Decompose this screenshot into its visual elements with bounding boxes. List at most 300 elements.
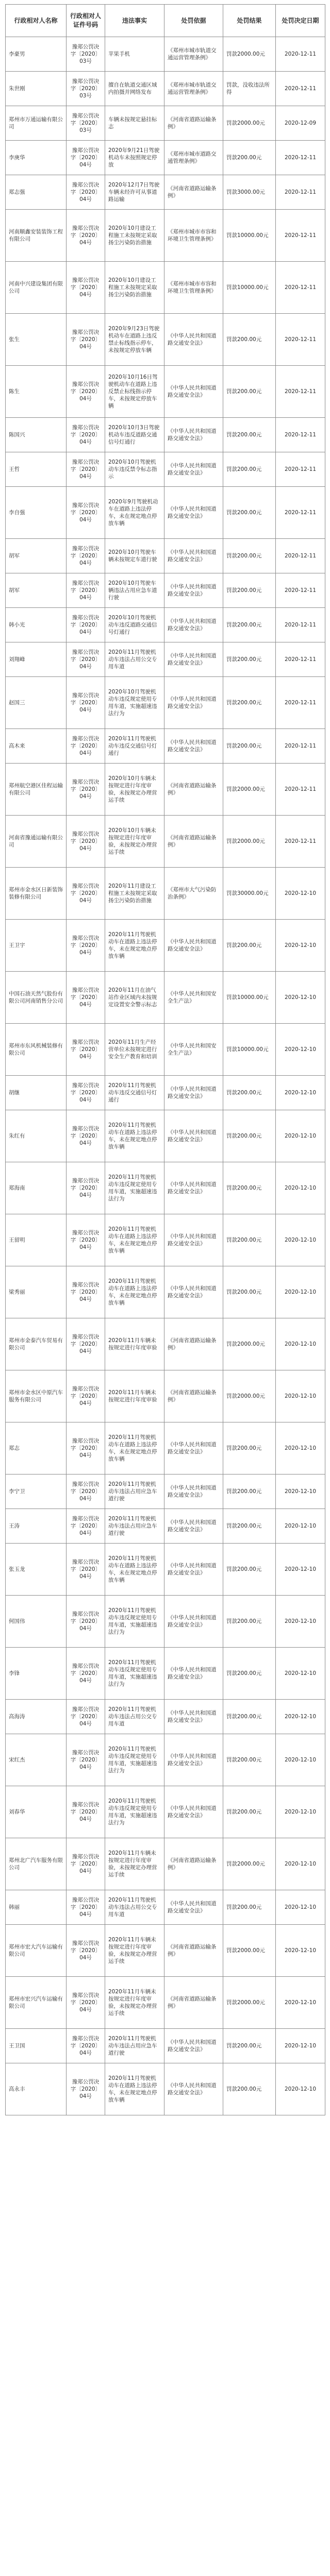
table-row (6, 920, 325, 972)
row-result-cell: 罚款200.00元 (223, 920, 276, 972)
row-fact-cell: 2020年10月驾驶车辆未按规定车道行驶 (105, 539, 164, 573)
row-date-cell: 2020-12-10 (276, 1890, 325, 1925)
row-name-cell: 王涛 (6, 1509, 67, 1544)
row-date-cell: 2020-12-10 (276, 1370, 325, 1422)
row-name-cell: 陈生 (6, 366, 67, 418)
row-result-cell: 罚款200.00元 (223, 314, 276, 366)
table-row (6, 1214, 325, 1266)
row-name-cell: 高海涛 (6, 1700, 67, 1734)
row-date-cell: 2020-12-10 (276, 2029, 325, 2063)
row-cert-cell: 豫郑公罚决字〔2020〕04号 (67, 608, 105, 642)
row-name-cell: 王留明 (6, 1214, 67, 1266)
table-row (6, 573, 325, 608)
table-row (6, 1838, 325, 1890)
row-cert-cell: 豫郑公罚决字〔2020〕03号 (67, 72, 105, 106)
row-name-cell: 郑州市金水区中原汽车服务有限公司 (6, 1370, 67, 1422)
table-row (6, 2029, 325, 2063)
row-basis-cell: 《中华人民共和国道路交通安全法》 (164, 729, 223, 764)
row-name-cell: 刘翔峰 (6, 642, 67, 677)
row-basis-cell: 《中华人民共和国道路交通安全法》 (164, 2029, 223, 2063)
row-result-cell: 罚款2000.00元 (223, 816, 276, 868)
row-name-cell: 朱红有 (6, 1110, 67, 1162)
row-basis-cell: 《中华人民共和国道路交通安全法》 (164, 920, 223, 972)
row-fact-cell: 2020年10月驾驶机动车违反道路交通信号灯通行 (105, 608, 164, 642)
row-name-cell: 郑州市金水区日新装饰装修有限公司 (6, 868, 67, 920)
row-date-cell: 2020-12-10 (276, 920, 325, 972)
row-date-cell: 2020-12-11 (276, 262, 325, 314)
row-basis-cell: 《中华人民共和国道路交通安全法》 (164, 1596, 223, 1648)
row-result-cell: 罚款2000.00元 (223, 1925, 276, 1977)
row-fact-cell: 2020年10月车辆未按规定进行年度审验，未按规定办理营运手续 (105, 816, 164, 868)
row-name-cell: 何国伟 (6, 1596, 67, 1648)
row-cert-cell: 豫郑公罚决字〔2020〕04号 (67, 1544, 105, 1596)
row-name-cell: 高木来 (6, 729, 67, 764)
table-row (6, 642, 325, 677)
row-fact-cell: 2020年11月驾驶机动车在道路上违法停车，未在规定地点停放车辆 (105, 1214, 164, 1266)
row-fact-cell: 2020年11月驾驶机动车在道路上违法停车，未在规定地点停放车辆 (105, 1266, 164, 1318)
row-date-cell: 2020-12-10 (276, 1475, 325, 1509)
row-basis-cell: 《郑州市城市轨道交通运营管理条例》 (164, 37, 223, 72)
table-row (6, 141, 325, 175)
row-fact-cell: 2020年9月驾驶机动车在道路上违法停车，未在规定地点停放车辆 (105, 487, 164, 539)
row-result-cell: 罚款200.00元 (223, 573, 276, 608)
table-row (6, 1318, 325, 1370)
table-row (6, 106, 325, 141)
row-fact-cell: 2020年11月驾驶机动车违反规定使用专用车道，实施超速违法行为 (105, 1596, 164, 1648)
row-basis-cell: 《郑州市城市市容和环境卫生管理条例》 (164, 210, 223, 262)
row-name-cell: 郑州航空港区佳程运输有限公司 (6, 764, 67, 816)
row-date-cell: 2020-12-11 (276, 210, 325, 262)
table-row (6, 1544, 325, 1596)
row-name-cell: 李庚华 (6, 141, 67, 175)
row-fact-cell: 车辆未按规定悬挂标志 (105, 106, 164, 141)
table-row (6, 2063, 325, 2115)
row-result-cell: 罚款10000.00元 (223, 262, 276, 314)
row-fact-cell: 2020年11月驾驶机动车违反交通信号灯通行 (105, 1076, 164, 1110)
row-date-cell: 2020-12-10 (276, 1266, 325, 1318)
row-cert-cell: 豫郑公罚决字〔2020〕04号 (67, 1734, 105, 1786)
penalty-table-container (5, 4, 325, 2115)
row-basis-cell: 《中华人民共和国道路交通安全法》 (164, 487, 223, 539)
table-row (6, 816, 325, 868)
row-date-cell: 2020-12-10 (276, 1162, 325, 1214)
row-fact-cell: 2020年11月车辆未按规定进行年度审验 (105, 1370, 164, 1422)
row-cert-cell: 豫郑公罚决字〔2020〕04号 (67, 175, 105, 210)
row-name-cell: 郑州市万通运输有限公司 (6, 106, 67, 141)
row-date-cell: 2020-12-10 (276, 1544, 325, 1596)
row-name-cell: 高永丰 (6, 2063, 67, 2115)
row-fact-cell: 2020年11月驾驶机动车违反规定使用专用车道，实施超速违法行为 (105, 1734, 164, 1786)
row-result-cell: 罚款200.00元 (223, 1700, 276, 1734)
row-cert-cell: 豫郑公罚决字〔2020〕04号 (67, 1110, 105, 1162)
row-result-cell: 罚款10000.00元 (223, 210, 276, 262)
row-fact-cell: 2020年10月驾驶机动车违反规定使用专用车道，实施超速违法行为 (105, 677, 164, 729)
row-result-cell: 罚款200.00元 (223, 1509, 276, 1544)
row-date-cell: 2020-12-11 (276, 72, 325, 106)
row-name-cell: 赵国三 (6, 677, 67, 729)
row-fact-cell: 2020年9月23日驾驶机动车在道路上违反禁止标线指示停车，未按规定停放车辆 (105, 314, 164, 366)
row-name-cell: 朱世刚 (6, 72, 67, 106)
row-date-cell: 2020-12-11 (276, 729, 325, 764)
row-fact-cell: 2020年11月车辆未按规定进行年度审验 (105, 1318, 164, 1370)
row-name-cell: 河南中兴建设集团有限公司 (6, 262, 67, 314)
row-result-cell: 罚款3000.00元 (223, 175, 276, 210)
row-cert-cell: 豫郑公罚决字〔2020〕04号 (67, 2063, 105, 2115)
table-row (6, 1925, 325, 1977)
row-basis-cell: 《中华人民共和国道路交通安全法》 (164, 573, 223, 608)
row-result-cell: 罚款200.00元 (223, 1475, 276, 1509)
row-name-cell: 郑志 (6, 1422, 67, 1475)
row-cert-cell: 豫郑公罚决字〔2020〕04号 (67, 1648, 105, 1700)
table-row (6, 677, 325, 729)
row-basis-cell: 《河南省道路运输条例》 (164, 175, 223, 210)
row-cert-cell: 豫郑公罚决字〔2020〕04号 (67, 1700, 105, 1734)
row-basis-cell: 《中华人民共和国道路交通安全法》 (164, 314, 223, 366)
table-row (6, 972, 325, 1024)
row-date-cell: 2020-12-09 (276, 106, 325, 141)
row-date-cell: 2020-12-10 (276, 868, 325, 920)
row-basis-cell: 《中华人民共和国道路交通安全法》 (164, 1475, 223, 1509)
table-row (6, 262, 325, 314)
row-name-cell: 韩丽 (6, 1890, 67, 1925)
row-result-cell: 罚款200.00元 (223, 1266, 276, 1318)
table-row (6, 608, 325, 642)
row-result-cell: 罚款200.00元 (223, 418, 276, 452)
row-cert-cell: 豫郑公罚决字〔2020〕04号 (67, 539, 105, 573)
row-cert-cell: 豫郑公罚决字〔2020〕04号 (67, 1422, 105, 1475)
row-fact-cell: 2020年11月驾驶机动车违反规定使用专用车道，实施超速违法行为 (105, 1786, 164, 1838)
row-date-cell: 2020-12-10 (276, 1700, 325, 1734)
row-cert-cell: 豫郑公罚决字〔2020〕04号 (67, 1214, 105, 1266)
row-date-cell: 2020-12-11 (276, 677, 325, 729)
row-cert-cell: 豫郑公罚决字〔2020〕04号 (67, 1076, 105, 1110)
row-cert-cell: 豫郑公罚决字〔2020〕04号 (67, 677, 105, 729)
row-fact-cell: 2020年11月建设工程施工未按规定采取扬尘污染防治措施 (105, 868, 164, 920)
row-fact-cell: 2020年10月3日驾驶机动车违反道路交通信号灯通行 (105, 418, 164, 452)
row-basis-cell: 《中华人民共和国道路交通安全法》 (164, 1648, 223, 1700)
row-fact-cell: 2020年10月驾驶机动车违反禁令标志指示 (105, 452, 164, 487)
row-date-cell: 2020-12-11 (276, 418, 325, 452)
row-cert-cell: 豫郑公罚决字〔2020〕04号 (67, 141, 105, 175)
row-cert-cell: 豫郑公罚决字〔2020〕04号 (67, 1838, 105, 1890)
row-result-cell: 罚款10000.00元 (223, 1024, 276, 1076)
penalty-table (5, 4, 325, 2115)
table-row (6, 487, 325, 539)
row-result-cell: 罚款2000.00元 (223, 1370, 276, 1422)
row-cert-cell: 豫郑公罚决字〔2020〕04号 (67, 1318, 105, 1370)
row-basis-cell: 《中华人民共和国道路交通安全法》 (164, 1214, 223, 1266)
table-row (6, 452, 325, 487)
table-row (6, 1648, 325, 1700)
row-basis-cell: 《河南省道路运输条例》 (164, 764, 223, 816)
row-result-cell: 罚款200.00元 (223, 366, 276, 418)
row-cert-cell: 豫郑公罚决字〔2020〕04号 (67, 210, 105, 262)
row-cert-cell: 豫郑公罚决字〔2020〕04号 (67, 452, 105, 487)
row-result-cell: 罚款，没收违法所得 (223, 72, 276, 106)
row-cert-cell: 豫郑公罚决字〔2020〕04号 (67, 1977, 105, 2029)
row-name-cell: 韩小光 (6, 608, 67, 642)
table-row (6, 868, 325, 920)
row-cert-cell: 豫郑公罚决字〔2020〕04号 (67, 262, 105, 314)
row-result-cell: 罚款200.00元 (223, 1648, 276, 1700)
table-row (6, 37, 325, 72)
table-row (6, 1977, 325, 2029)
table-row (6, 1370, 325, 1422)
row-fact-cell: 2020年11月驾驶机动车违法占用应急车道行驶 (105, 1509, 164, 1544)
table-row (6, 539, 325, 573)
row-basis-cell: 《中华人民共和国道路交通安全法》 (164, 1734, 223, 1786)
row-basis-cell: 《中华人民共和国道路交通安全法》 (164, 1890, 223, 1925)
row-date-cell: 2020-12-11 (276, 314, 325, 366)
row-result-cell: 罚款200.00元 (223, 2063, 276, 2115)
table-row (6, 1024, 325, 1076)
row-fact-cell: 2020年11月在油气站作业区域内未按规定设置安全警示标志 (105, 972, 164, 1024)
table-row (6, 210, 325, 262)
row-result-cell: 罚款2000.00元 (223, 1318, 276, 1370)
row-result-cell: 罚款200.00元 (223, 1596, 276, 1648)
row-basis-cell: 《中华人民共和国道路交通安全法》 (164, 539, 223, 573)
row-name-cell: 王哲 (6, 452, 67, 487)
row-result-cell: 罚款2000.00元 (223, 1838, 276, 1890)
row-name-cell: 胡军 (6, 539, 67, 573)
row-date-cell: 2020-12-10 (276, 1786, 325, 1838)
row-fact-cell: 2020年10月驾驶车辆违法占用应急车道行驶 (105, 573, 164, 608)
row-fact-cell: 2020年11月驾驶机动车在道路上违法停车，未在规定地点停放车辆 (105, 1110, 164, 1162)
row-cert-cell: 豫郑公罚决字〔2020〕04号 (67, 2029, 105, 2063)
row-basis-cell: 《河南省道路运输条例》 (164, 106, 223, 141)
row-basis-cell: 《郑州市城市轨道交通运营管理条例》 (164, 72, 223, 106)
row-date-cell: 2020-12-10 (276, 1925, 325, 1977)
row-result-cell: 罚款200.00元 (223, 1162, 276, 1214)
table-row (6, 175, 325, 210)
table-row (6, 1596, 325, 1648)
row-cert-cell: 豫郑公罚决字〔2020〕04号 (67, 868, 105, 920)
table-row (6, 1266, 325, 1318)
table-row (6, 1110, 325, 1162)
row-basis-cell: 《中华人民共和国道路交通安全法》 (164, 1110, 223, 1162)
row-basis-cell: 《中华人民共和国道路交通安全法》 (164, 1422, 223, 1475)
row-name-cell: 李宁卫 (6, 1475, 67, 1509)
row-cert-cell: 豫郑公罚决字〔2020〕03号 (67, 37, 105, 72)
row-name-cell: 刘春华 (6, 1786, 67, 1838)
row-basis-cell: 《中华人民共和国安全生产法》 (164, 972, 223, 1024)
table-row (6, 1734, 325, 1786)
row-basis-cell: 《中华人民共和国安全生产法》 (164, 1024, 223, 1076)
row-fact-cell: 2020年11月车辆未按规定进行年度审验，未按规定办理营运手续 (105, 1838, 164, 1890)
row-name-cell: 郑海南 (6, 1162, 67, 1214)
row-cert-cell: 豫郑公罚决字〔2020〕04号 (67, 418, 105, 452)
row-date-cell: 2020-12-10 (276, 1110, 325, 1162)
row-fact-cell: 2020年11月驾驶机动车在道路上违法停车，未在规定地点停放车辆 (105, 1422, 164, 1475)
row-result-cell: 罚款200.00元 (223, 1734, 276, 1786)
row-date-cell: 2020-12-10 (276, 1734, 325, 1786)
row-result-cell: 罚款200.00元 (223, 1422, 276, 1475)
row-name-cell: 陈国兴 (6, 418, 67, 452)
row-fact-cell: 2020年11月驾驶机动车违法占用公交专用车道 (105, 642, 164, 677)
row-date-cell: 2020-12-11 (276, 452, 325, 487)
row-basis-cell: 《河南省道路运输条例》 (164, 1838, 223, 1890)
table-row (6, 1509, 325, 1544)
row-cert-cell: 豫郑公罚决字〔2020〕04号 (67, 573, 105, 608)
row-basis-cell: 《中华人民共和国道路交通安全法》 (164, 1509, 223, 1544)
row-fact-cell: 2020年11月驾驶机动车违法占用应急车道行驶 (105, 1475, 164, 1509)
row-basis-cell: 《中华人民共和国道路交通安全法》 (164, 2063, 223, 2115)
row-date-cell: 2020-12-11 (276, 573, 325, 608)
table-row (6, 729, 325, 764)
row-name-cell: 河南省豫通运输有限公司 (6, 816, 67, 868)
table-row (6, 366, 325, 418)
row-name-cell: 河南顺鑫安装装饰工程有限公司 (6, 210, 67, 262)
row-fact-cell: 2020年10月建设工程施工未按规定采取扬尘污染防治措施 (105, 210, 164, 262)
row-result-cell: 罚款30000.00元 (223, 868, 276, 920)
row-basis-cell: 《中华人民共和国道路交通安全法》 (164, 677, 223, 729)
table-row (6, 1422, 325, 1475)
row-basis-cell: 《河南省道路运输条例》 (164, 1318, 223, 1370)
row-fact-cell: 2020年11月驾驶机动车违法占用应急车道行驶 (105, 2029, 164, 2063)
row-date-cell: 2020-12-11 (276, 366, 325, 418)
row-date-cell: 2020-12-10 (276, 1977, 325, 2029)
row-date-cell: 2020-12-10 (276, 1596, 325, 1648)
table-row (6, 72, 325, 106)
row-date-cell: 2020-12-11 (276, 539, 325, 573)
row-cert-cell: 豫郑公罚决字〔2020〕04号 (67, 729, 105, 764)
row-cert-cell: 豫郑公罚决字〔2020〕04号 (67, 1024, 105, 1076)
row-result-cell: 罚款2000.00元 (223, 106, 276, 141)
row-result-cell: 罚款2000.00元 (223, 1977, 276, 2029)
row-basis-cell: 《中华人民共和国道路交通安全法》 (164, 1076, 223, 1110)
row-name-cell: 张生 (6, 314, 67, 366)
header-decision-date: 处罚决定日期 (276, 5, 325, 37)
row-basis-cell: 《中华人民共和国道路交通安全法》 (164, 452, 223, 487)
row-cert-cell: 豫郑公罚决字〔2020〕04号 (67, 366, 105, 418)
table-row (6, 1475, 325, 1509)
row-date-cell: 2020-12-10 (276, 1509, 325, 1544)
row-date-cell: 2020-12-11 (276, 764, 325, 816)
row-result-cell: 罚款200.00元 (223, 487, 276, 539)
row-basis-cell: 《中华人民共和国道路交通安全法》 (164, 1266, 223, 1318)
row-name-cell: 中国石油天然气股份有限公司河南销售分公司 (6, 972, 67, 1024)
row-result-cell: 罚款200.00元 (223, 1110, 276, 1162)
header-cert-number: 行政相对人证件号码 (67, 5, 105, 37)
row-cert-cell: 豫郑公罚决字〔2020〕03号 (67, 106, 105, 141)
row-basis-cell: 《中华人民共和国道路交通安全法》 (164, 366, 223, 418)
row-cert-cell: 豫郑公罚决字〔2020〕04号 (67, 487, 105, 539)
row-cert-cell: 豫郑公罚决字〔2020〕04号 (67, 1509, 105, 1544)
row-name-cell: 郑州北广汽车服务有限公司 (6, 1838, 67, 1890)
row-result-cell: 罚款200.00元 (223, 729, 276, 764)
row-basis-cell: 《中华人民共和国道路交通安全法》 (164, 1700, 223, 1734)
row-date-cell: 2020-12-11 (276, 37, 325, 72)
row-fact-cell: 2020年11月驾驶机动车违法占用公交专用车道 (105, 1700, 164, 1734)
row-name-cell: 李自强 (6, 487, 67, 539)
row-name-cell: 梁秀丽 (6, 1266, 67, 1318)
row-name-cell: 郑州市金泰汽车贸易有限公司 (6, 1318, 67, 1370)
row-basis-cell: 《中华人民共和国道路交通安全法》 (164, 1544, 223, 1596)
row-result-cell: 罚款200.00元 (223, 1076, 276, 1110)
row-result-cell: 罚款200.00元 (223, 539, 276, 573)
row-fact-cell: 2020年11月车辆未按规定进行年度审验，未按规定办理营运手续 (105, 1925, 164, 1977)
row-date-cell: 2020-12-11 (276, 141, 325, 175)
row-cert-cell: 豫郑公罚决字〔2020〕04号 (67, 314, 105, 366)
table-row (6, 418, 325, 452)
row-basis-cell: 《中华人民共和国道路交通安全法》 (164, 642, 223, 677)
row-name-cell: 李锋 (6, 1648, 67, 1700)
row-date-cell: 2020-12-10 (276, 1838, 325, 1890)
row-basis-cell: 《郑州市城市道路交通管理条例》 (164, 141, 223, 175)
row-name-cell: 李豪男 (6, 37, 67, 72)
row-date-cell: 2020-12-11 (276, 816, 325, 868)
row-basis-cell: 《河南省道路运输条例》 (164, 1977, 223, 2029)
row-fact-cell: 2020年11月驾驶机动车在道路上违法停车，未在规定地点停放车辆 (105, 1544, 164, 1596)
row-name-cell: 王卫国 (6, 2029, 67, 2063)
row-fact-cell: 擅自在轨道交通区域内拍摄并网络发布 (105, 72, 164, 106)
table-row (6, 1076, 325, 1110)
row-result-cell: 罚款2000.00元 (223, 37, 276, 72)
row-cert-cell: 豫郑公罚决字〔2020〕04号 (67, 1475, 105, 1509)
row-result-cell: 罚款200.00元 (223, 677, 276, 729)
table-row (6, 1700, 325, 1734)
row-cert-cell: 豫郑公罚决字〔2020〕04号 (67, 1925, 105, 1977)
row-date-cell: 2020-12-10 (276, 1648, 325, 1700)
row-date-cell: 2020-12-11 (276, 608, 325, 642)
row-date-cell: 2020-12-10 (276, 1076, 325, 1110)
row-cert-cell: 豫郑公罚决字〔2020〕04号 (67, 642, 105, 677)
row-result-cell: 罚款200.00元 (223, 452, 276, 487)
row-basis-cell: 《河南省道路运输条例》 (164, 1370, 223, 1422)
row-result-cell: 罚款200.00元 (223, 1544, 276, 1596)
row-date-cell: 2020-12-11 (276, 175, 325, 210)
row-name-cell: 郑州市宏大汽车运输有限公司 (6, 1925, 67, 1977)
row-name-cell: 张玉龙 (6, 1544, 67, 1596)
table-row (6, 314, 325, 366)
row-fact-cell: 2020年11月驾驶机动车在道路上违法停车，未在规定地点停放车辆 (105, 920, 164, 972)
row-cert-cell: 豫郑公罚决字〔2020〕04号 (67, 1890, 105, 1925)
row-fact-cell: 2020年11月驾驶机动车违法占用公交专用车道 (105, 1890, 164, 1925)
row-result-cell: 罚款200.00元 (223, 1890, 276, 1925)
row-basis-cell: 《中华人民共和国道路交通安全法》 (164, 1162, 223, 1214)
row-cert-cell: 豫郑公罚决字〔2020〕04号 (67, 1370, 105, 1422)
row-name-cell: 郑州市宏兴汽车运输有限公司 (6, 1977, 67, 2029)
row-result-cell: 罚款200.00元 (223, 1786, 276, 1838)
row-fact-cell: 2020年11月驾驶机动车在道路上违法停车，未在规定地点停放车辆 (105, 2063, 164, 2115)
table-row (6, 1162, 325, 1214)
row-fact-cell: 2020年11月生产经营单位未按规定进行安全生产教育和培训 (105, 1024, 164, 1076)
row-name-cell: 胡军 (6, 573, 67, 608)
row-basis-cell: 《河南省道路运输条例》 (164, 816, 223, 868)
header-violation-fact: 违法事实 (105, 5, 164, 37)
row-fact-cell: 2020年11月车辆未按规定进行年度审验，未按规定办理营运手续 (105, 1977, 164, 2029)
row-name-cell: 郑州市东风机械装修有限公司 (6, 1024, 67, 1076)
row-result-cell: 罚款200.00元 (223, 608, 276, 642)
row-cert-cell: 豫郑公罚决字〔2020〕04号 (67, 920, 105, 972)
row-fact-cell: 苹果手机 (105, 37, 164, 72)
row-cert-cell: 豫郑公罚决字〔2020〕04号 (67, 1162, 105, 1214)
row-cert-cell: 豫郑公罚决字〔2020〕04号 (67, 1596, 105, 1648)
row-fact-cell: 2020年11月驾驶机动车违反规定使用专用车道，实施超速违法行为 (105, 1648, 164, 1700)
row-basis-cell: 《郑州市城市市容和环境卫生管理条例》 (164, 262, 223, 314)
row-fact-cell: 2020年11月驾驶机动车违反规定使用专用车道，实施超速违法行为 (105, 1162, 164, 1214)
row-basis-cell: 《河南省道路运输条例》 (164, 1925, 223, 1977)
header-name: 行政相对人名称 (6, 5, 67, 37)
row-result-cell: 罚款200.00元 (223, 2029, 276, 2063)
table-row (6, 1890, 325, 1925)
row-cert-cell: 豫郑公罚决字〔2020〕04号 (67, 816, 105, 868)
row-result-cell: 罚款200.00元 (223, 642, 276, 677)
row-cert-cell: 豫郑公罚决字〔2020〕04号 (67, 972, 105, 1024)
table-header-row (6, 5, 325, 37)
row-fact-cell: 2020年9月21日驾驶机动车未按照规定停放 (105, 141, 164, 175)
row-basis-cell: 《中华人民共和国道路交通安全法》 (164, 1786, 223, 1838)
